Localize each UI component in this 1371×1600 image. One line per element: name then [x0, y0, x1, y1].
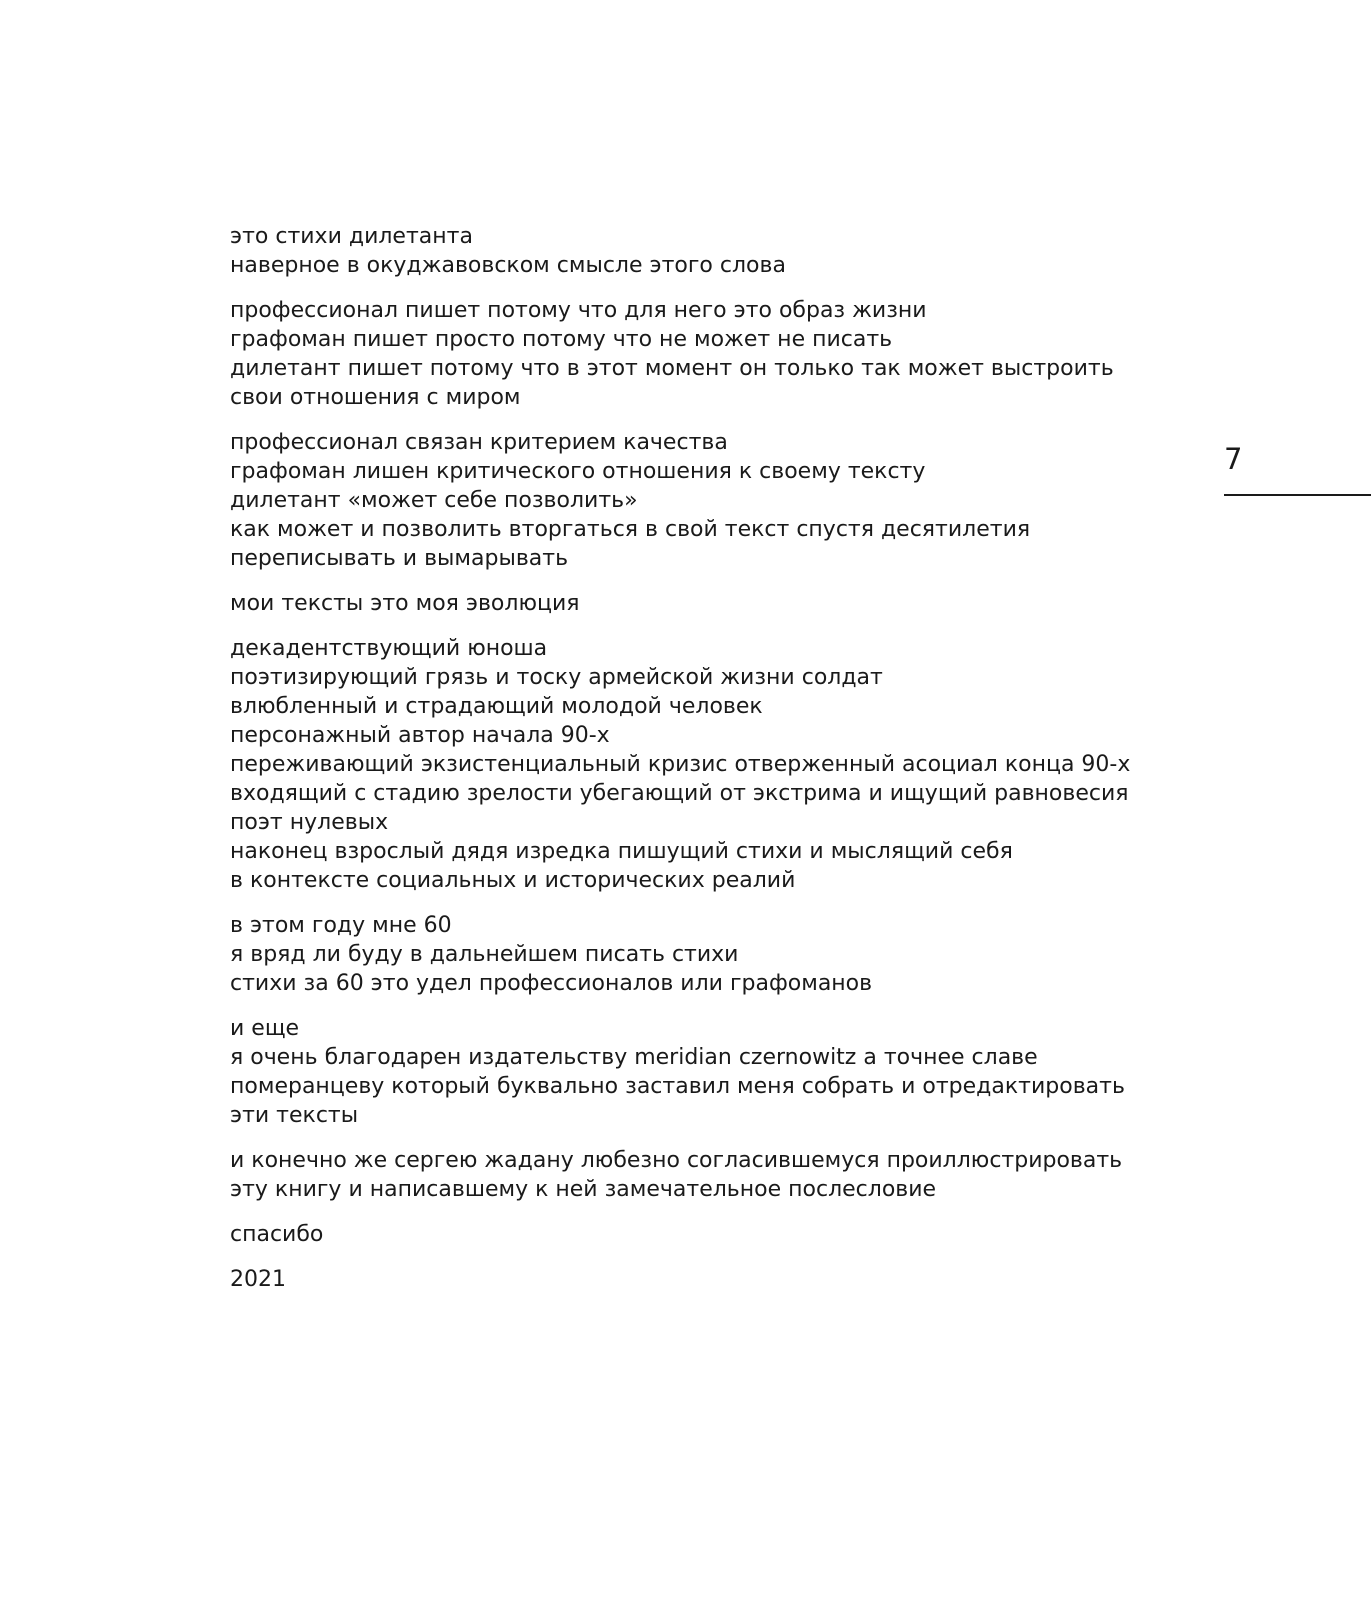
- page-number: 7: [1224, 442, 1243, 476]
- text-line: эту книгу и написавшему к ней замечательное послесловие: [230, 1177, 937, 1202]
- stanza: [230, 1014, 1230, 1130]
- text-line: переписывать и вымарывать: [230, 546, 569, 571]
- main-text: [230, 222, 1230, 1310]
- text-line: поэт нулевых: [230, 810, 389, 835]
- stanza: [230, 296, 1230, 412]
- text-line: я очень благодарен издательству meridian czernowitz а точнее славе: [230, 1045, 1038, 1070]
- text-line: графоман лишен критического отношения к своему тексту: [230, 459, 926, 484]
- text-line: дилетант пишет потому что в этот момент он только так может выстроить: [230, 356, 1114, 381]
- text-line: дилетант «может себе позволить»: [230, 488, 638, 513]
- text-line: мои тексты это моя эволюция: [230, 591, 580, 616]
- stanza: [230, 589, 1230, 618]
- text-line: стихи за 60 это удел профессионалов или графоманов: [230, 971, 873, 996]
- text-line: поэтизирующий грязь и тоску армейской жизни солдат: [230, 665, 883, 690]
- text-line: в контексте социальных и исторических реалий: [230, 868, 796, 893]
- text-line: графоман пишет просто потому что не может не писать: [230, 327, 893, 352]
- text-line: входящий с стадию зрелости убегающий от экстрима и ищущий равновесия: [230, 781, 1129, 806]
- stanza: [230, 911, 1230, 998]
- page-number-rule: [1224, 494, 1371, 496]
- text-line: влюбленный и страдающий молодой человек: [230, 694, 763, 719]
- text-line: спасибо: [230, 1222, 324, 1247]
- text-line: я вряд ли буду в дальнейшем писать стихи: [230, 942, 739, 967]
- text-line: профессионал связан критерием качества: [230, 430, 728, 455]
- text-line: это стихи дилетанта: [230, 224, 473, 249]
- text-line: наверное в окуджавовском смысле этого слова: [230, 253, 786, 278]
- text-line: наконец взрослый дядя изредка пишущий стихи и мыслящий себя: [230, 839, 1013, 864]
- date-line: 2021: [230, 1267, 286, 1292]
- text-line: и конечно же сергею жадану любезно согласившемуся проиллюстрировать: [230, 1148, 1123, 1173]
- stanza: [230, 634, 1230, 895]
- text-line: в этом году мне 60: [230, 913, 452, 938]
- text-line: профессионал пишет потому что для него это образ жизни: [230, 298, 927, 323]
- text-line: и еще: [230, 1016, 300, 1041]
- stanza: [230, 222, 1230, 280]
- stanza: [230, 1220, 1230, 1249]
- text-line: как может и позволить вторгаться в свой текст спустя десятилетия: [230, 517, 1031, 542]
- text-line: декадентствующий юноша: [230, 636, 548, 661]
- stanza: [230, 1265, 1230, 1294]
- text-line: померанцеву который буквально заставил меня собрать и отредактировать: [230, 1074, 1125, 1099]
- stanza: [230, 428, 1230, 573]
- text-line: персонажный автор начала 90-х: [230, 723, 610, 748]
- text-line: эти тексты: [230, 1103, 359, 1128]
- text-line: переживающий экзистенциальный кризис отверженный асоциал конца 90-х: [230, 752, 1131, 777]
- text-line: свои отношения с миром: [230, 385, 521, 410]
- stanza: [230, 1146, 1230, 1204]
